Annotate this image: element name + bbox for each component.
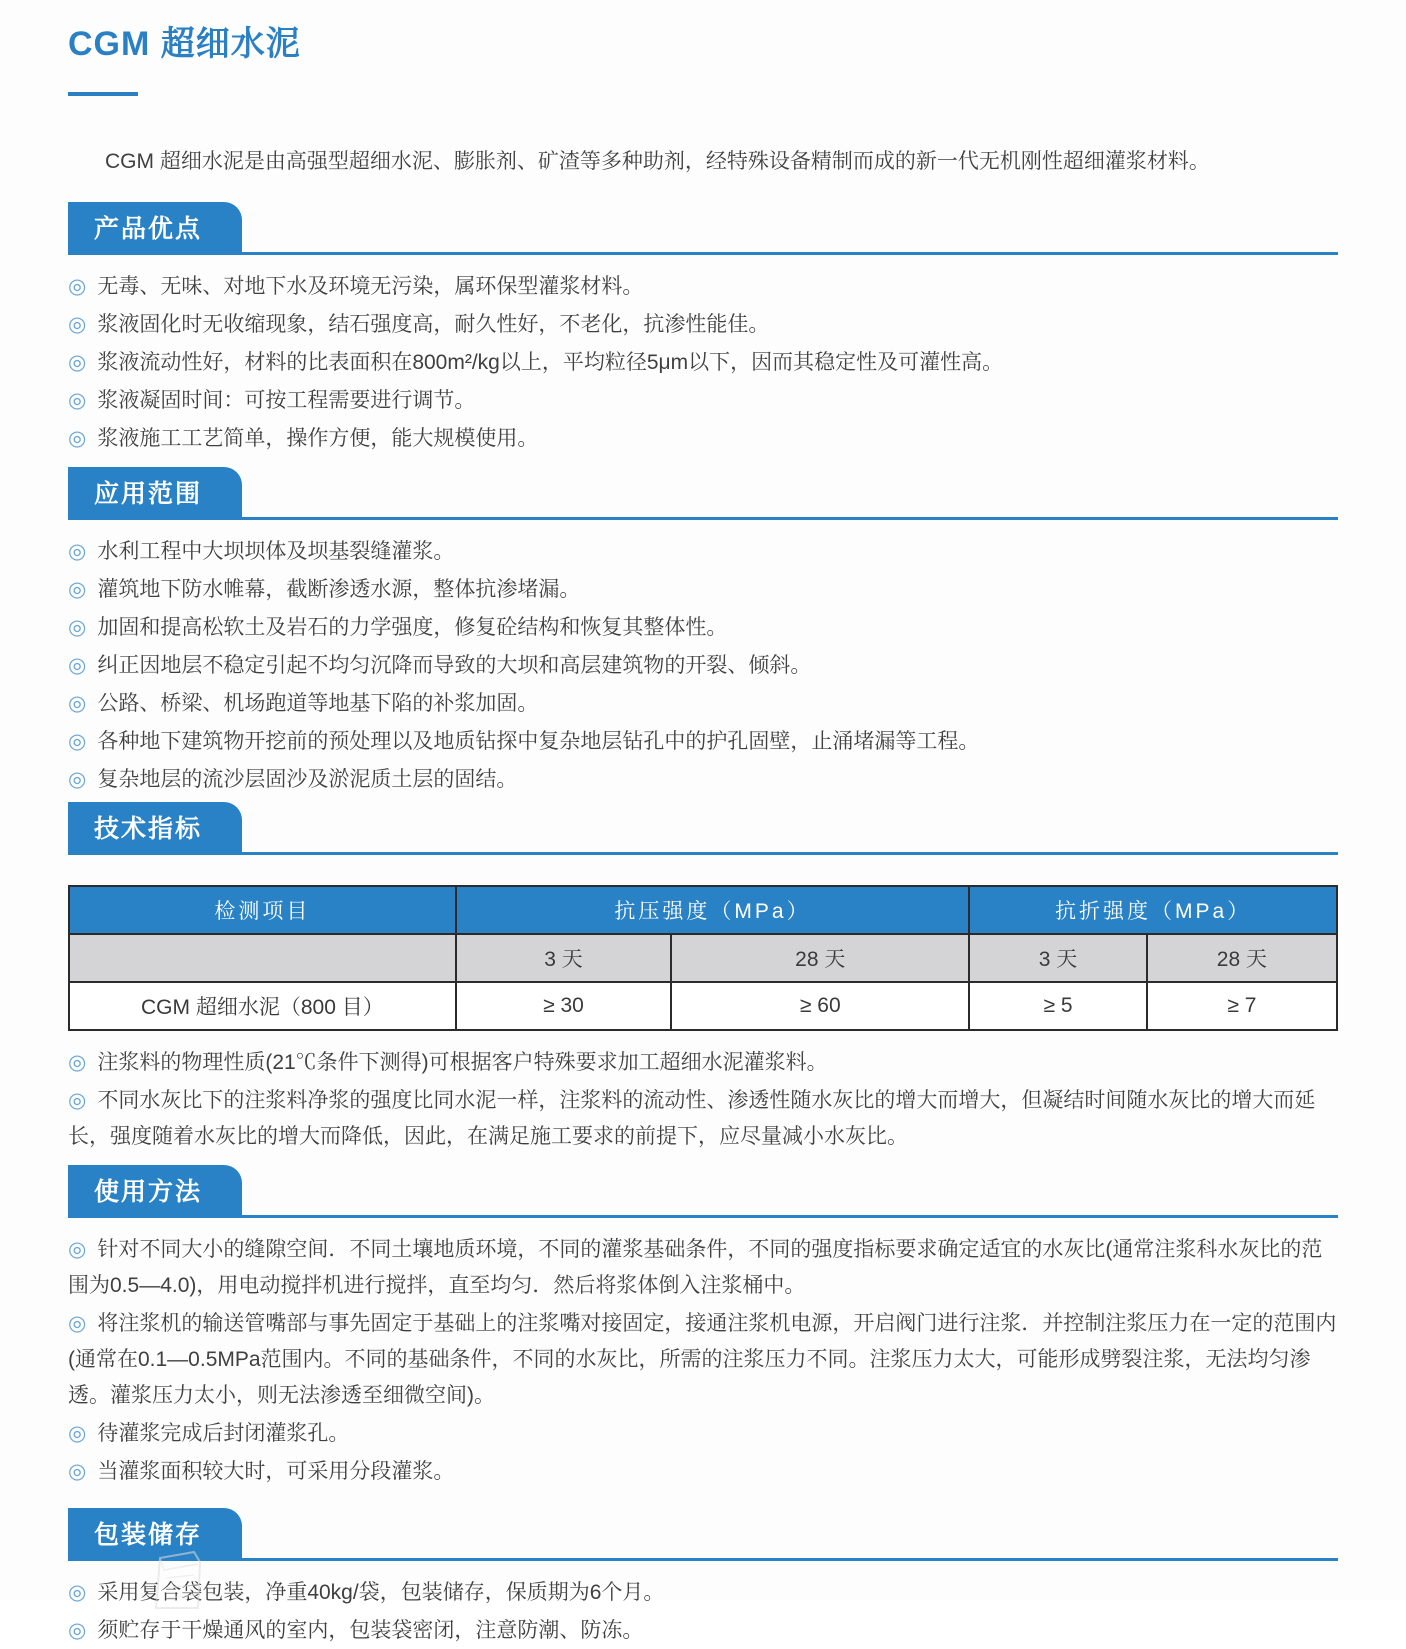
- bullet-item: [68, 269, 1338, 305]
- bullet-item: [68, 1575, 1338, 1611]
- double-circle-bullet-icon: ◎: [68, 313, 87, 336]
- col-header-test-item: 检测项目: [69, 886, 456, 934]
- value-compressive-3d: ≥ 30: [456, 982, 672, 1030]
- double-circle-bullet-icon: ◎: [68, 389, 87, 412]
- double-circle-bullet-icon: ◎: [68, 1581, 87, 1604]
- section-head-rule: [68, 467, 1338, 520]
- section-banner-usage: 使用方法: [68, 1165, 242, 1215]
- bullet-text: 浆液施工工艺简单，操作方便，能大规模使用。: [97, 427, 539, 450]
- bullet-text: 灌筑地下防水帷幕，截断渗透水源，整体抗渗堵漏。: [97, 578, 581, 601]
- value-compressive-28d: ≥ 60: [671, 982, 969, 1030]
- bullet-text: 无毒、无味、对地下水及环境无污染，属环保型灌浆材料。: [97, 275, 644, 298]
- usage-bullet-list: [68, 1232, 1338, 1490]
- double-circle-bullet-icon: ◎: [68, 1051, 87, 1074]
- spec-notes-list: [68, 1045, 1338, 1155]
- section-head-rule: [68, 202, 1338, 255]
- col-header-flexural-strength: 抗折强度（MPa）: [969, 886, 1337, 934]
- bullet-item: [68, 686, 1338, 722]
- bullet-item: [68, 1232, 1338, 1304]
- bullet-item: [68, 307, 1338, 343]
- subheader-28d: 28 天: [671, 934, 969, 982]
- value-flexural-28d: ≥ 7: [1147, 982, 1337, 1030]
- note-text: 注浆料的物理性质(21℃条件下测得)可根据客户特殊要求加工超细水泥灌浆料。: [97, 1051, 828, 1074]
- bullet-text: 待灌浆完成后封闭灌浆孔。: [97, 1422, 350, 1445]
- section-banner-applications: 应用范围: [68, 467, 242, 517]
- bullet-text: 将注浆机的输送管嘴部与事先固定于基础上的注浆嘴对接固定，接通注浆机电源，开启阀门进行注浆．并控制注浆压力在一定的范围内(通常在0.1—0.5MPa范围内。不同的基础条件，不同的水灰比，所需的注浆压力不同。注浆压力太大，可能形成劈裂注浆，无法均匀渗透。灌浆压力太小，则无法渗透至细微空间)。: [68, 1312, 1337, 1407]
- bullet-item: [68, 762, 1338, 798]
- intro-paragraph: CGM 超细水泥是由高强型超细水泥、膨胀剂、矿渣等多种助剂，经特殊设备精制而成的新一代无机刚性超细灌浆材料。: [105, 150, 1210, 173]
- section-banner-advantages: 产品优点: [68, 202, 242, 252]
- bullet-text: 公路、桥梁、机场跑道等地基下陷的补浆加固。: [97, 692, 539, 715]
- section-banner-packaging: 包装储存: [68, 1508, 242, 1558]
- bullet-item: [68, 1454, 1338, 1490]
- bullet-text: 各种地下建筑物开挖前的预处理以及地质钻探中复杂地层钻孔中的护孔固壁，止涌堵漏等工程。: [97, 730, 980, 753]
- double-circle-bullet-icon: ◎: [68, 351, 87, 374]
- bullet-text: 复杂地层的流沙层固沙及淤泥质土层的固结。: [97, 768, 518, 791]
- bullet-text: 采用复合袋包装，净重40kg/袋，包装储存，保质期为6个月。: [97, 1581, 665, 1604]
- bullet-text: 水利工程中大坝坝体及坝基裂缝灌浆。: [97, 540, 455, 563]
- spec-table: [68, 885, 1338, 1031]
- section-head-rule: [68, 802, 1338, 855]
- advantages-bullet-list: [68, 269, 1338, 457]
- double-circle-bullet-icon: ◎: [68, 768, 87, 791]
- bullet-text: 浆液凝固时间：可按工程需要进行调节。: [97, 389, 476, 412]
- double-circle-bullet-icon: ◎: [68, 692, 87, 715]
- section-banner-specs: 技术指标: [68, 802, 242, 852]
- title-underline: [68, 92, 138, 96]
- subheader-3d: 3 天: [969, 934, 1147, 982]
- section-usage: [68, 1165, 1338, 1490]
- subheader-28d: 28 天: [1147, 934, 1337, 982]
- bullet-text: 针对不同大小的缝隙空间．不同土壤地质环境，不同的灌浆基础条件，不同的强度指标要求确定适宜的水灰比(通常注浆科水灰比的范围为0.5—4.0)，用电动搅拌机进行搅拌，直至均匀．然后将浆体倒入注浆桶中。: [68, 1238, 1323, 1297]
- spec-table-data-row: [69, 982, 1337, 1030]
- bullet-text: 当灌浆面积较大时，可采用分段灌浆。: [97, 1460, 455, 1483]
- double-circle-bullet-icon: ◎: [68, 427, 87, 450]
- bullet-item: [68, 572, 1338, 608]
- double-circle-bullet-icon: ◎: [68, 578, 87, 601]
- applications-bullet-list: [68, 534, 1338, 798]
- page-title: CGM 超细水泥: [68, 25, 301, 63]
- bullet-item: [68, 383, 1338, 419]
- section-head-rule: [68, 1508, 1338, 1561]
- section-specs: [68, 802, 1338, 1155]
- double-circle-bullet-icon: ◎: [68, 1460, 87, 1483]
- section-head-rule: [68, 1165, 1338, 1218]
- bullet-text: 浆液流动性好，材料的比表面积在800m²/kg以上，平均粒径5μm以下，因而其稳定性及可灌性高。: [97, 351, 1004, 374]
- subheader-3d: 3 天: [456, 934, 672, 982]
- row-label: CGM 超细水泥（800 目）: [69, 982, 456, 1030]
- bullet-item: [68, 724, 1338, 760]
- double-circle-bullet-icon: ◎: [68, 616, 87, 639]
- section-applications: [68, 467, 1338, 798]
- double-circle-bullet-icon: ◎: [68, 1312, 87, 1335]
- bullet-item: [68, 610, 1338, 646]
- bullet-text: 浆液固化时无收缩现象，结石强度高，耐久性好，不老化，抗渗性能佳。: [97, 313, 770, 336]
- double-circle-bullet-icon: ◎: [68, 1619, 87, 1642]
- double-circle-bullet-icon: ◎: [68, 540, 87, 563]
- bullet-text: 纠正因地层不稳定引起不均匀沉降而导致的大坝和高层建筑物的开裂、倾斜。: [97, 654, 812, 677]
- spec-table-header-row: [69, 886, 1337, 934]
- value-flexural-3d: ≥ 5: [969, 982, 1147, 1030]
- section-advantages: [68, 202, 1338, 457]
- note-item: [68, 1045, 1338, 1081]
- bullet-text: 加固和提高松软土及岩石的力学强度，修复砼结构和恢复其整体性。: [97, 616, 728, 639]
- product-bag-watermark-image: [142, 1548, 222, 1608]
- section-packaging: [68, 1508, 1338, 1649]
- bullet-item: [68, 1306, 1338, 1414]
- col-header-compressive-strength: 抗压强度（MPa）: [456, 886, 970, 934]
- packaging-bullet-list: [68, 1575, 1338, 1649]
- bullet-item: [68, 1613, 1338, 1649]
- double-circle-bullet-icon: ◎: [68, 730, 87, 753]
- double-circle-bullet-icon: ◎: [68, 275, 87, 298]
- bullet-item: [68, 648, 1338, 684]
- double-circle-bullet-icon: ◎: [68, 654, 87, 677]
- bullet-item: [68, 1416, 1338, 1452]
- double-circle-bullet-icon: ◎: [68, 1422, 87, 1445]
- double-circle-bullet-icon: ◎: [68, 1089, 87, 1112]
- double-circle-bullet-icon: ◎: [68, 1238, 87, 1261]
- bullet-item: [68, 421, 1338, 457]
- spec-table-subheader-row: [69, 934, 1337, 982]
- bullet-item: [68, 345, 1338, 381]
- note-item: [68, 1083, 1338, 1155]
- bullet-item: [68, 534, 1338, 570]
- bullet-text: 须贮存于干燥通风的室内，包装袋密闭，注意防潮、防冻。: [97, 1619, 644, 1642]
- note-text: 不同水灰比下的注浆料净浆的强度比同水泥一样，注浆料的流动性、渗透性随水灰比的增大而增大，但凝结时间随水灰比的增大而延长，强度随着水灰比的增大而降低，因此，在满足施工要求的前提下，应尽量减小水灰比。: [68, 1089, 1316, 1148]
- subheader-empty-cell: [69, 934, 456, 982]
